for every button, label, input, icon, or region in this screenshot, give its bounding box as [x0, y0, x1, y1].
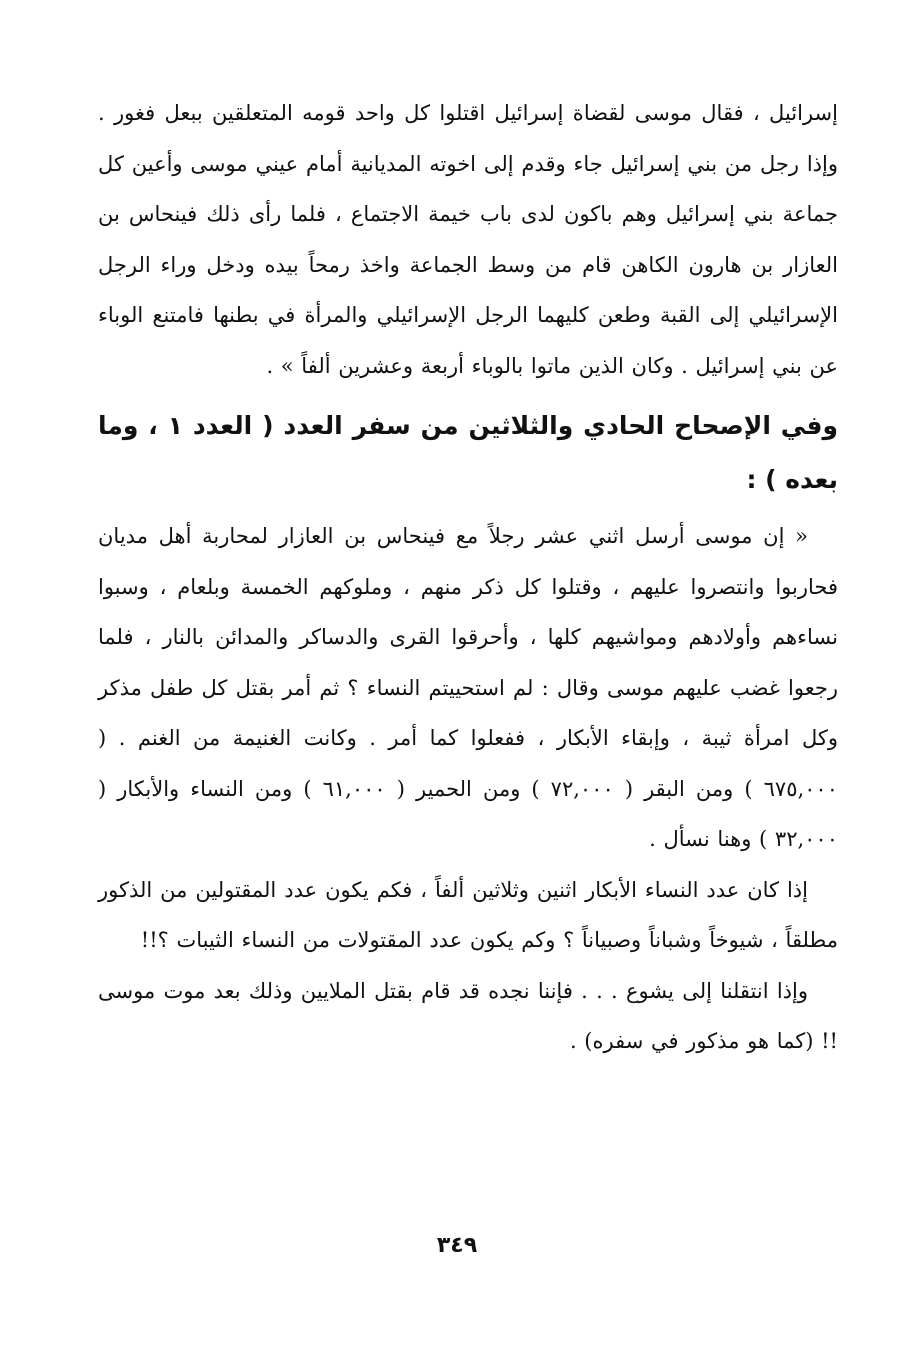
page-number: ٣٤٩	[436, 1233, 478, 1258]
paragraph-question: إذا كان عدد النساء الأبكار اثنين وثلاثين ألفاً ، فكم يكون عدد المقتولين من الذكور مطلقاً ، شيوخاً وشباناً وصبياناً ؟ وكم يكون عدد المقتولات من النساء الثيبات ؟!!	[98, 877, 838, 952]
book-page	[98, 88, 838, 1364]
paragraph-quote-numbers-31: « إن موسى أرسل اثني عشر رجلاً مع فينحاس بن العازار لمحاربة أهل مديان فحاربوا وانتصروا عليهم ، وقتلوا كل ذكر منهم ، وملوكهم الخمسة وبلعام ، وسبوا نساءهم وأولادهم ومواشيهم كلها ، وأحرقوا القرى والدساكر والمدائن بالنار ، فلما رجعوا غضب عليهم موسى وقال : لم استحييتم النساء ؟ ثم أمر بقتل كل طفل مذكر وكل امرأة ثيبة ، وإبقاء الأبكار ، ففعلوا كما أمر . وكانت الغنيمة من الغنم . ( ٦٧٥,٠٠٠ ) ومن البقر ( ٧٢,٠٠٠ ) ومن الحمير ( ٦١,٠٠٠ ) ومن النساء والأبكار ( ٣٢,٠٠٠ ) وهنا نسأل .	[98, 524, 838, 851]
paragraph-numbers-25: إسرائيل ، فقال موسى لقضاة إسرائيل اقتلوا كل واحد قومه المتعلقين ببعل فغور . وإذا رجل من بني إسرائيل جاء وقدم إلى اخوته المديانية أمام عيني موسى وأعين كل جماعة بني إسرائيل وهم باكون لدى باب خيمة الاجتماع ، فلما رأى ذلك فينحاس بن العازار بن هارون الكاهن قام من وسط الجماعة واخذ رمحاً بيده ودخل وراء الرجل الإسرائيلي إلى القبة وطعن كليهما الرجل الإسرائيلي والمرأة في بطنها فامتنع الوباء عن بني إسرائيل . وكان الذين ماتوا بالوباء أربعة وعشرين ألفاً » .	[98, 101, 838, 378]
section-heading: وفي الإصحاح الحادي والثلاثين من سفر العدد ( العدد ١ ، وما بعده ) :	[98, 411, 838, 494]
paragraph-joshua: وإذا انتقلنا إلى يشوع . . . فإننا نجده قد قام بقتل الملايين وذلك بعد موت موسى !! (كما هو مذكور في سفره) .	[98, 978, 838, 1053]
